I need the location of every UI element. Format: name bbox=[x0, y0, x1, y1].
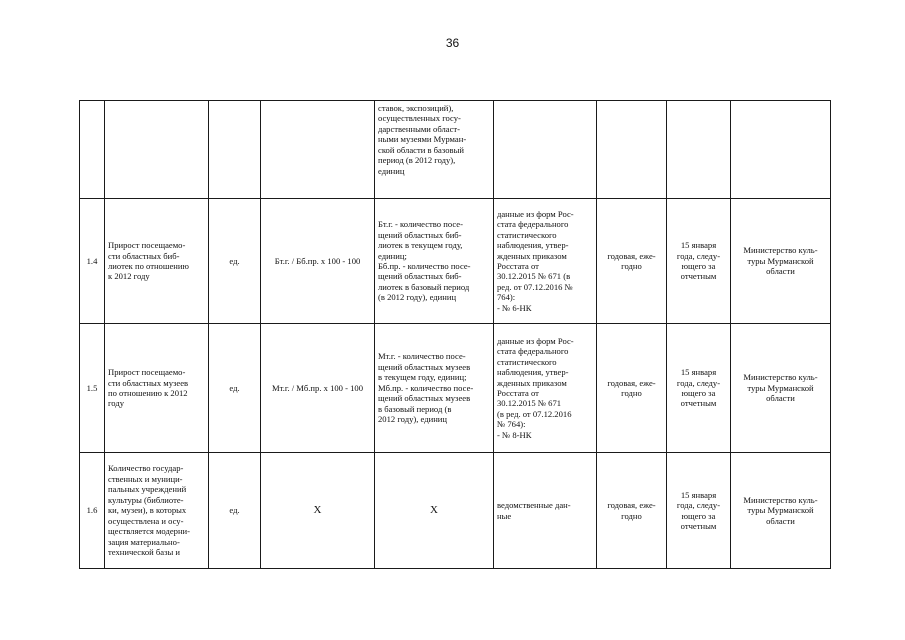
cell-formula: Мт.г. / Мб.пр. х 100 - 100 bbox=[261, 324, 375, 453]
cell-source bbox=[494, 101, 597, 199]
cell-definition: Мт.г. - количество посе- щений областных музеев в текущем году, единиц; Мб.пр. - количество посе- щений областных музеев в базовый период (в 2012 году), единиц bbox=[375, 324, 494, 453]
indicators-table bbox=[79, 100, 831, 569]
cell-unit bbox=[209, 101, 261, 199]
cell-indicator-name: Количество государ- ственных и муници- пальных учреждений культуры (библиоте- ки, музеи), в которых осуществлена и осу- ществляется модерни- зация материально- технической базы и bbox=[105, 453, 209, 569]
cell-number: 1.4 bbox=[80, 199, 105, 324]
page-number: 36 bbox=[445, 36, 460, 50]
cell-number: 1.5 bbox=[80, 324, 105, 453]
cell-source: ведомственные дан- ные bbox=[494, 453, 597, 569]
cell-source: данные из форм Рос- стата федерального статистического наблюдения, утвер- жденных приказом Росстата от 30.12.2015 № 671 (в ред. от 07.12.2016 № 764): - № 6-НК bbox=[494, 199, 597, 324]
table-row bbox=[80, 453, 831, 569]
cell-formula: Бт.г. / Бб.пр. х 100 - 100 bbox=[261, 199, 375, 324]
cell-formula bbox=[261, 101, 375, 199]
table-row bbox=[80, 324, 831, 453]
cell-definition: Х bbox=[375, 453, 494, 569]
cell-indicator-name bbox=[105, 101, 209, 199]
cell-periodicity bbox=[597, 101, 667, 199]
cell-responsible: Министерство куль- туры Мурманской области bbox=[731, 453, 831, 569]
cell-deadline: 15 января года, следу- ющего за отчетным bbox=[667, 199, 731, 324]
cell-periodicity: годовая, еже- годно bbox=[597, 199, 667, 324]
cell-number: 1.6 bbox=[80, 453, 105, 569]
table-row bbox=[80, 199, 831, 324]
cell-source: данные из форм Рос- стата федерального статистического наблюдения, утвер- жденных приказом Росстата от 30.12.2015 № 671 (в ред. от 07.12.2016 № 764): - № 8-НК bbox=[494, 324, 597, 453]
cell-indicator-name: Прирост посещаемо- сти областных музеев по отношению к 2012 году bbox=[105, 324, 209, 453]
cell-indicator-name: Прирост посещаемо- сти областных биб- лиотек по отношению к 2012 году bbox=[105, 199, 209, 324]
cell-unit: ед. bbox=[209, 453, 261, 569]
cell-responsible: Министерство куль- туры Мурманской области bbox=[731, 199, 831, 324]
cell-periodicity: годовая, еже- годно bbox=[597, 453, 667, 569]
cell-periodicity: годовая, еже- годно bbox=[597, 324, 667, 453]
cell-deadline bbox=[667, 101, 731, 199]
cell-definition: ставок, экспозиций), осуществленных госу- дарственными област- ными музеями Мурман- ской области в базовый период (в 2012 году), единиц bbox=[375, 101, 494, 199]
cell-responsible bbox=[731, 101, 831, 199]
cell-responsible: Министерство куль- туры Мурманской области bbox=[731, 324, 831, 453]
cell-deadline: 15 января года, следу- ющего за отчетным bbox=[667, 453, 731, 569]
cell-number bbox=[80, 101, 105, 199]
cell-unit: ед. bbox=[209, 324, 261, 453]
cell-definition: Бт.г. - количество посе- щений областных биб- лиотек в текущем году, единиц; Бб.пр. - количество посе- щений областных биб- лиотек в базовый период (в 2012 году), единиц bbox=[375, 199, 494, 324]
cell-deadline: 15 января года, следу- ющего за отчетным bbox=[667, 324, 731, 453]
table-row bbox=[80, 101, 831, 199]
cell-unit: ед. bbox=[209, 199, 261, 324]
cell-formula: Х bbox=[261, 453, 375, 569]
